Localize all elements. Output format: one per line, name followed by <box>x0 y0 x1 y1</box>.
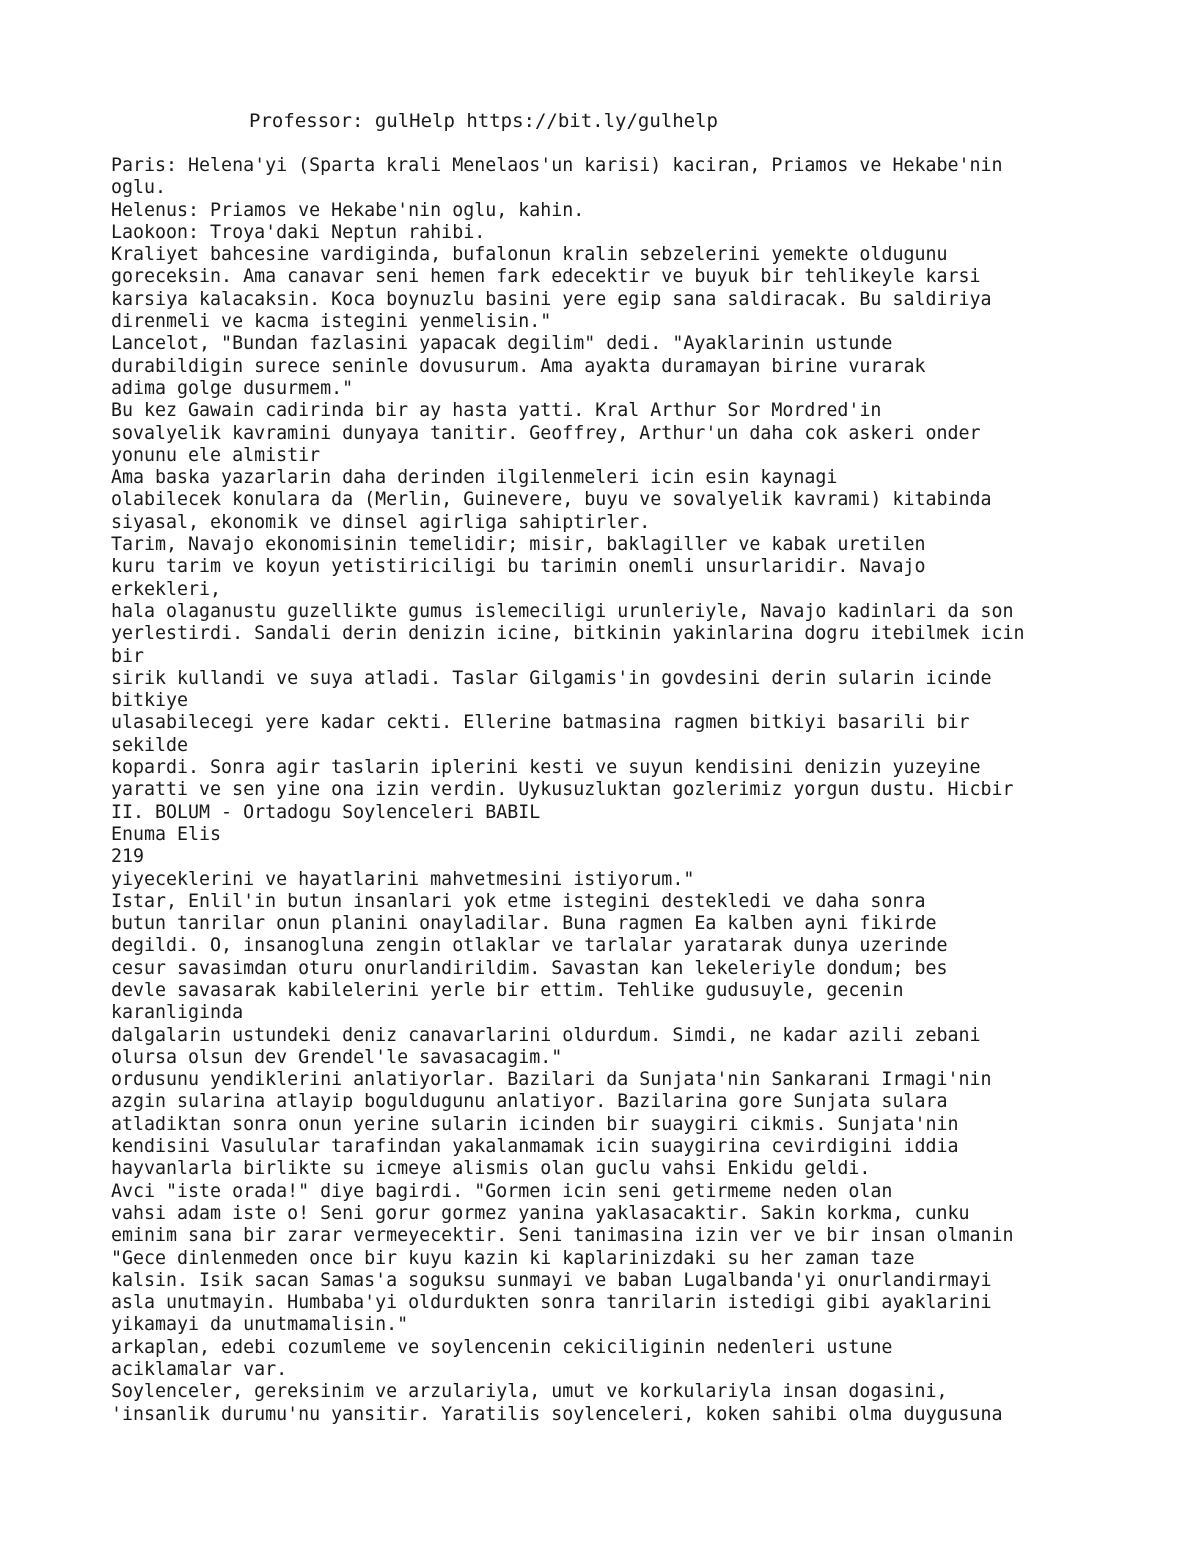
text-line: bir <box>111 645 145 667</box>
text-line: yerlestirdi. Sandali derin denizin icine, bitkinin yakinlarina dogru itebilmek icin <box>111 623 1025 645</box>
text-line: yonunu ele almistir <box>111 444 321 466</box>
text-line: vahsi adam iste o! Seni gorur gormez yanina yaklasacaktir. Sakin korkma, cunku <box>111 1202 970 1224</box>
text-line: olabilecek konulara da (Merlin, Guinevere, buyu ve sovalyelik kavrami) kitabinda <box>111 489 992 511</box>
text-line: Ama baska yazarlarin daha derinden ilgilenmeleri icin esin kaynagi <box>111 467 838 489</box>
text-line: yaratti ve sen yine ona izin verdin. Uykusuzluktan gozlerimiz yorgun dustu. Hicbir <box>111 779 1014 801</box>
text-line: hayvanlarla birlikte su icmeye alismis olan guclu vahsi Enkidu geldi. <box>111 1158 871 1180</box>
text-line: karsiya kalacaksin. Koca boynuzlu basini yere egip sana saldiracak. Bu saldiriya <box>111 288 992 310</box>
text-line: 'insanlik durumu'nu yansitir. Yaratilis soylenceleri, koken sahibi olma duygusuna <box>111 1403 1003 1425</box>
text-line: "Gece dinlenmeden once bir kuyu kazin ki kaplarinizdaki su her zaman taze <box>111 1247 915 1269</box>
text-line: ordusunu yendiklerini anlatiyorlar. Bazilari da Sunjata'nin Sankarani Irmagi'nin <box>111 1069 992 1091</box>
text-line: asla unutmayin. Humbaba'yi oldurdukten sonra tanrilarin istedigi gibi ayaklarini <box>111 1292 992 1314</box>
text-line: goreceksin. Ama canavar seni hemen fark edecektir ve buyuk bir tehlikeyle karsi <box>111 266 981 288</box>
text-line: siyasal, ekonomik ve dinsel agirliga sahiptirler. <box>111 511 651 533</box>
text-line: Soylenceler, gereksinim ve arzulariyla, umut ve korkulariyla insan dogasini, <box>111 1381 948 1403</box>
text-line: Istar, Enlil'in butun insanlari yok etme istegini destekledi ve daha sonra <box>111 890 926 912</box>
text-line: 219 <box>111 846 145 868</box>
text-line: kopardi. Sonra agir taslarin iplerini kesti ve suyun kendisini denizin yuzeyine <box>111 757 981 779</box>
text-line: aciklamalar var. <box>111 1359 288 1381</box>
page-header: Professor: gulHelp https://bit.ly/gulhelp <box>249 110 718 132</box>
text-line: Lancelot, "Bundan fazlasini yapacak degilim" dedi. "Ayaklarinin ustunde <box>111 333 893 355</box>
text-line: butun tanrilar onun planini onayladilar. Buna ragmen Ea kalben ayni fikirde <box>111 913 937 935</box>
text-line: sirik kullandi ve suya atladi. Taslar Gilgamis'in govdesini derin sularin icinde <box>111 667 992 689</box>
text-line: kuru tarim ve koyun yetistiriciligi bu tarimin onemli unsurlaridir. Navajo <box>111 556 926 578</box>
text-line: ulasabilecegi yere kadar cekti. Ellerine batmasina ragmen bitkiyi basarili bir <box>111 712 970 734</box>
text-line: degildi. O, insanogluna zengin otlaklar ve tarlalar yaratarak dunya uzerinde <box>111 935 948 957</box>
text-line: atladiktan sonra onun yerine sularin icinden bir suaygiri cikmis. Sunjata'nin <box>111 1113 959 1135</box>
text-line: arkaplan, edebi cozumleme ve soylencenin cekiciliginin nedenleri ustune <box>111 1336 893 1358</box>
text-line: Tarim, Navajo ekonomisinin temelidir; misir, baklagiller ve kabak uretilen <box>111 534 926 556</box>
text-line: Paris: Helena'yi (Sparta krali Menelaos'un karisi) kaciran, Priamos ve Hekabe'nin <box>111 155 1003 176</box>
text-line: II. BOLUM - Ortadogu Soylenceleri BABIL <box>111 801 541 823</box>
document-body <box>111 155 1111 1426</box>
text-line: Bu kez Gawain cadirinda bir ay hasta yatti. Kral Arthur Sor Mordred'in <box>111 400 882 422</box>
text-line: Helenus: Priamos ve Hekabe'nin oglu, kahin. <box>111 199 585 221</box>
text-line: Enuma Elis <box>111 823 222 845</box>
text-line: cesur savasimdan oturu onurlandirildim. Savastan kan lekeleriyle dondum; bes <box>111 957 948 979</box>
text-line: Kraliyet bahcesine vardiginda, bufalonun kralin sebzelerini yemekte oldugunu <box>111 244 948 266</box>
text-line: yiyeceklerini ve hayatlarini mahvetmesini istiyorum." <box>111 868 695 890</box>
text-line: sekilde <box>111 734 189 756</box>
text-line: eminim sana bir zarar vermeyecektir. Seni tanimasina izin ver ve bir insan olmanin <box>111 1225 1014 1247</box>
text-line: kalsin. Isik sacan Samas'a soguksu sunmayi ve baban Lugalbanda'yi onurlandirmayi <box>111 1269 992 1291</box>
text-line: durabildigin surece seninle dovusurum. Ama ayakta duramayan birine vurarak <box>111 355 926 377</box>
text-line: Laokoon: Troya'daki Neptun rahibi. <box>111 221 486 243</box>
text-line: olursa olsun dev Grendel'le savasacagim." <box>111 1046 563 1068</box>
text-line: dalgalarin ustundeki deniz canavarlarini oldurdum. Simdi, ne kadar azili zebani <box>111 1024 981 1046</box>
text-line: erkekleri, <box>111 578 222 600</box>
text-line: yikamayi da unutmamalisin." <box>111 1314 409 1336</box>
text-line: sovalyelik kavramini dunyaya tanitir. Geoffrey, Arthur'un daha cok askeri onder <box>111 422 981 444</box>
text-line: karanliginda <box>111 1002 244 1024</box>
text-line: devle savasarak kabilelerini yerle bir ettim. Tehlike gudusuyle, gecenin <box>111 979 904 1001</box>
text-line: kendisini Vasulular tarafindan yakalanmamak icin suaygirina cevirdigini iddia <box>111 1136 959 1158</box>
text-line: oglu. <box>111 177 167 199</box>
text-line: Avci "iste orada!" diye bagirdi. "Gormen icin seni getirmeme neden olan <box>111 1180 893 1202</box>
text-line: adima golge dusurmem." <box>111 377 354 399</box>
text-line: bitkiye <box>111 690 189 712</box>
text-line: hala olaganustu guzellikte gumus islemeciligi urunleriyle, Navajo kadinlari da son <box>111 600 1014 622</box>
text-line: direnmeli ve kacma istegini yenmelisin." <box>111 311 552 333</box>
text-line: azgin sularina atlayip boguldugunu anlatiyor. Bazilarina gore Sunjata sulara <box>111 1091 948 1113</box>
